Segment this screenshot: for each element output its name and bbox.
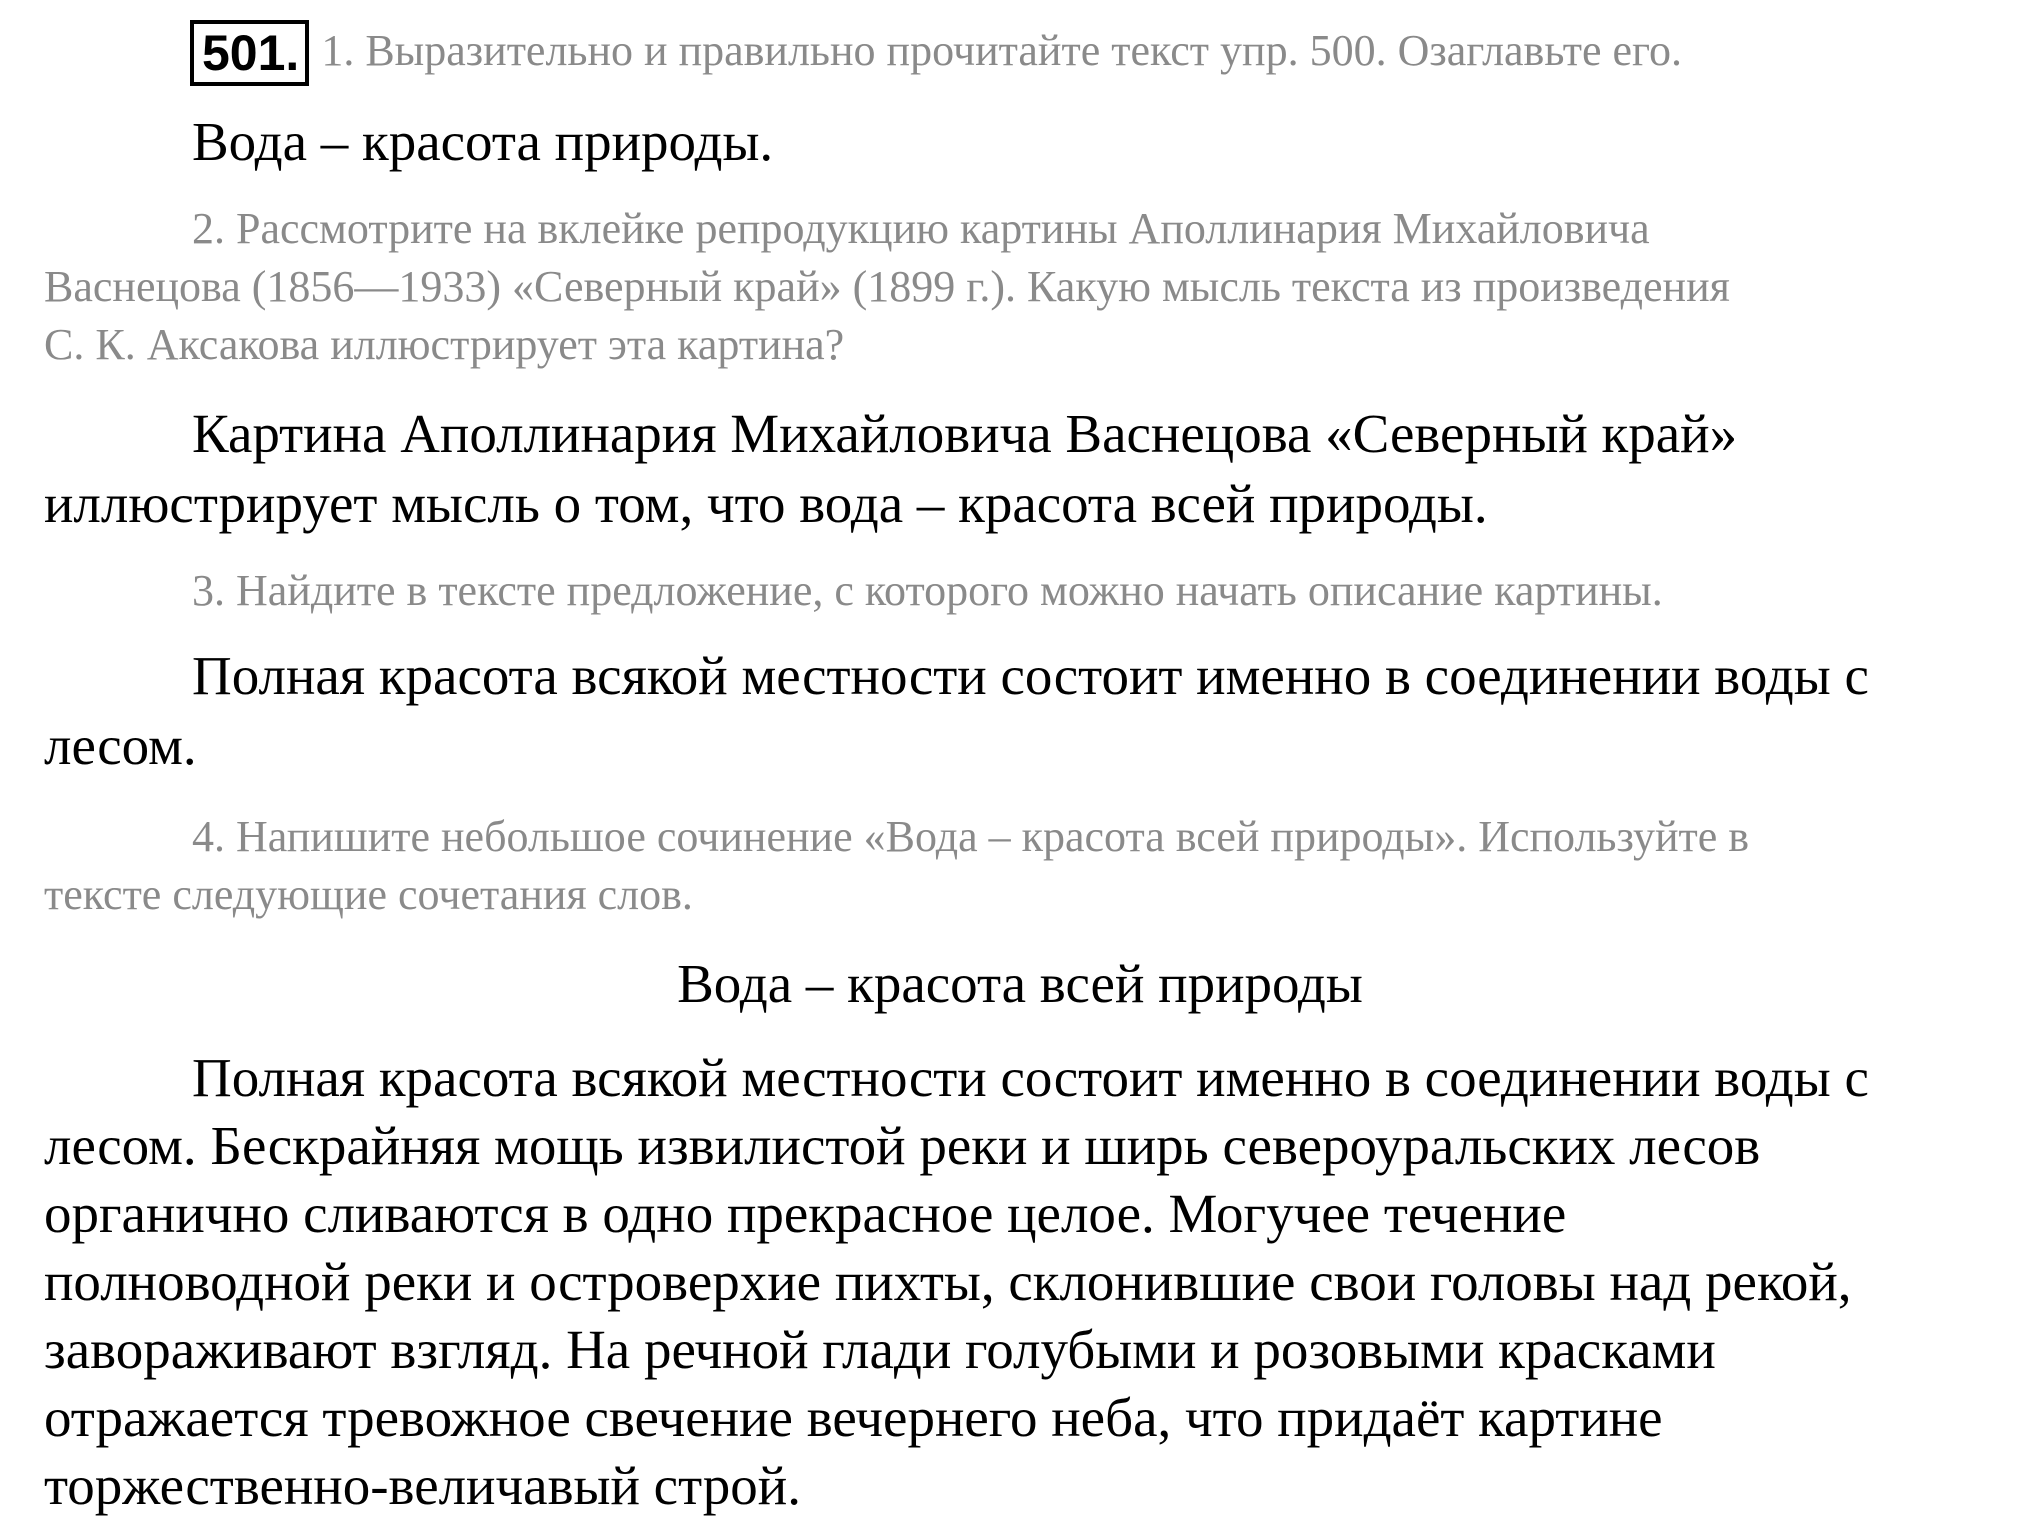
answer-2-line: Картина Аполлинария Михайловича Васнецова «Северный край» (192, 403, 1738, 464)
answer-3-line: Полная красота всякой местности состоит именно в соединении воды с (192, 645, 1869, 706)
task-1 (190, 22, 2040, 88)
essay-line: торжественно-величавый строй. (44, 1455, 801, 1516)
essay-line: Полная красота всякой местности состоит именно в соединении воды с (192, 1047, 1869, 1108)
task-2-line: С. К. Аксакова иллюстрирует эта картина? (44, 320, 845, 369)
task-1-text: 1. Выразительно и правильно прочитайте текст упр. 500. Озаглавьте его. (321, 26, 1682, 75)
answer-2-line: иллюстрирует мысль о том, что вода – красота всей природы. (44, 473, 1488, 534)
essay-line: завораживают взгляд. На речной глади голубыми и розовыми красками (44, 1319, 1716, 1380)
task-2-line: Васнецова (1856—1933) «Северный край» (1899 г.). Какую мысль текста из произведения (44, 262, 1730, 311)
answer-3-line: лесом. (44, 715, 197, 776)
essay-line: полноводной реки и островерхие пихты, склонившие свои головы над рекой, (44, 1251, 1852, 1312)
essay-line: органично сливаются в одно прекрасное целое. Могучее течение (44, 1183, 1567, 1244)
essay-line: отражается тревожное свечение вечернего неба, что придаёт картине (44, 1387, 1663, 1448)
essay-line: лесом. Бескрайняя мощь извилистой реки и ширь североуральских лесов (44, 1115, 1761, 1176)
task-2-line: 2. Рассмотрите на вклейке репродукцию картины Аполлинария Михайловича (192, 204, 1650, 253)
exercise-number: 501. (190, 20, 309, 86)
answer-1: Вода – красота природы. (192, 111, 774, 172)
task-4-line: тексте следующие сочетания слов. (44, 870, 693, 919)
task-4-line: 4. Напишите небольшое сочинение «Вода – красота всей природы». Используйте в (192, 812, 1750, 861)
essay-title: Вода – красота всей природы (677, 953, 1363, 1014)
task-3: 3. Найдите в тексте предложение, с которого можно начать описание картины. (192, 566, 1663, 615)
